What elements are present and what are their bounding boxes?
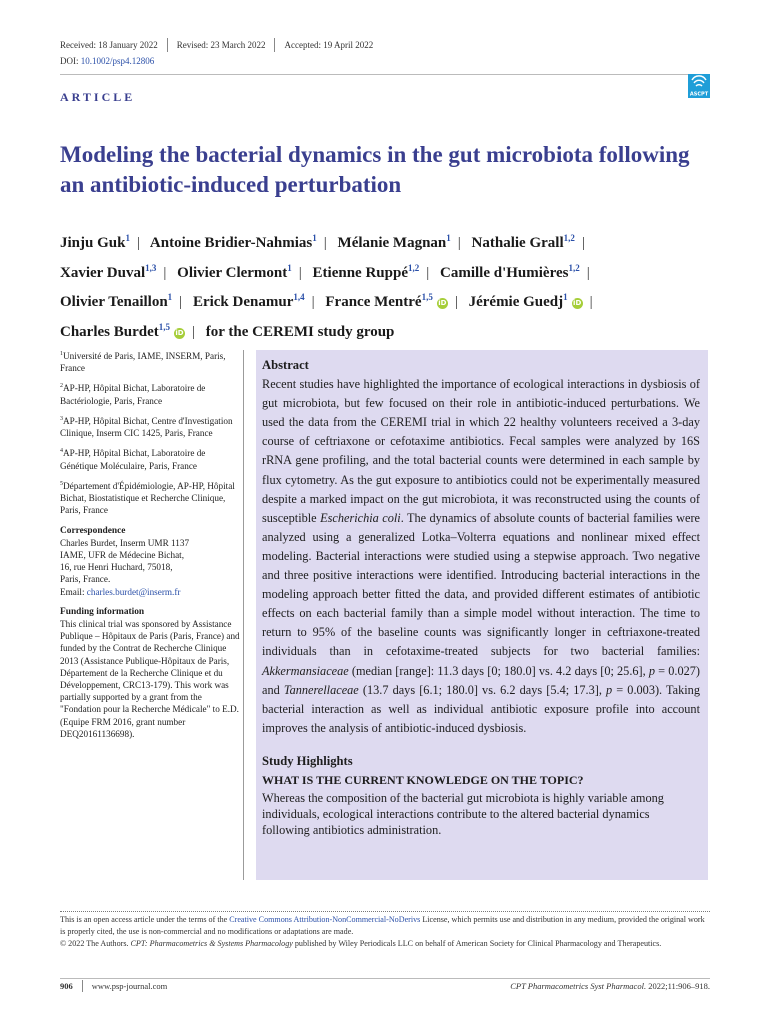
email-link[interactable]: charles.burdet@inserm.fr [86,586,181,597]
accepted-date: Accepted: 19 April 2022 [284,40,374,50]
author[interactable]: Camille d'Humières$^{1,2}$ [440,262,580,281]
author[interactable]: France Mentré$^{1,5}$iD [325,292,447,310]
page-number: 906 [60,981,73,991]
ascpt-logo-icon [688,74,710,98]
funding-heading: Funding information [60,606,145,617]
affiliation: $^2$AP-HP, Hôpital Bichat, Laboratoire de Bactériologie, Paris, France [60,383,206,406]
bottom-rule [60,978,710,979]
author[interactable]: Charles Burdet$^{1,5}$iD [60,321,184,340]
license-text: This is an open access article under the terms of the Creative Commons Attribution-NonCommercial-NoDerivs License, which permits use and distribution in any medium, provided the original work is properly cited, the use is non-commercial and no modifications or adaptations are made. © 2022 The Authors. CPT: Pharmacometrics & Systems Pharmacology published by Wiley Periodicals LLC on behalf of American Society for Clinical Pharmacology and Therapeutics. [60,915,705,948]
affiliation: $^3$AP-HP, Hôpital Bichat, Centre d'Investigation Clinique, Inserm CIC 1425, Paris, France [60,415,233,439]
author[interactable]: Mélanie Magnan$^1$ [337,233,451,251]
author[interactable]: Jinju Guk$^1$ [60,233,130,251]
footer-dotted-rule [60,911,710,912]
section-label: ARTICLE [60,90,136,104]
author[interactable]: Nathalie Grall$^{1,2}$ [471,233,575,251]
divider [274,38,275,52]
ascpt-logo [688,74,710,98]
affiliation: $^5$Département d'Épidémiologie, AP-HP, Hôpital Bichat, Biostatistique et Recherche Clinique, Paris, France [60,480,235,516]
doi-link[interactable]: 10.1002/psp4.12806 [80,56,155,66]
orcid-icon[interactable]: iD [573,299,582,307]
abstract-box [256,350,708,880]
funding-text: This clinical trial was sponsored by Assistance Publique – Hôpitaux de Paris (Paris, France) and funded by the Contrat de Recherche Clinique 2013 (Assistance Publique-Hôpitaux de Paris, Département de la Recherche Clinique et du Développement, CRC13-179). This work was partially supported by a grant from the "Fondation pour la Recherche Médicale" to E.D. (Equipe FRM 2016, grant number DEQ20161136698). [60,618,240,739]
author[interactable]: Olivier Tenaillon$^1$ [60,292,173,310]
article-dates [60,38,373,52]
author[interactable]: Jérémie Guedj$^1$iD [468,292,582,310]
study-answer: Whereas the composition of the bacterial gut microbiota is highly variable among individuals, ecological interactions contribute to the altered bacterial dynamics following antibiotics administration. [262,791,664,838]
study-group: for the CEREMI study group [205,323,395,340]
abstract-text: Recent studies have highlighted the importance of ecological interactions in dysbiosis of gut microbiota, but few focused on their role in antibiotic-induced perturbations. We used the data from the CEREMI trial in which 22 healthy volunteers received a 3-day course of ceftriaxone or cefotaxime antibiotics. Fecal samples were analyzed by 16S rRNA gene profiling, and the total bacterial counts were determined in each sample by flux cytometry. As the gut exposure to antibiotics could not be experimentally measured despite a marked impact on the gut microbiota, it was reconstructed using the counts of susceptible Escherichia coli. The dynamics of absolute counts of bacterial families were analyzed using a generalized Lotka–Volterra equations and nonlinear mixed effect modeling. Bacterial interactions were studied using a stepwise approach. Two negative and three positive interactions were identified. Introducing bacterial interactions in the modeling approach better fitted the data, and provided different estimates of antibiotic effects on each bacterial family than a simple model without interaction. The time to return to 95% of the baseline counts was significantly longer in ceftriaxone-treated individuals than in cefotaxime-treated subjects for two bacterial families: Akkermansiaceae (median [range]: 11.3 days [0; 180.0] vs. 4.2 days [0; 25.6], p = 0.027) and Tannerellaceae (13.7 days [6.1; 180.0] vs. 6.2 days [5.4; 17.3], p = 0.003). Taking bacterial interaction as well as individual antibiotic exposure profile into account improves the analysis of antibiotic-induced dysbiosis. [262,377,701,735]
author-list: Jinju Guk$^1$ | Antoine Bridier-Nahmias$^1$ | Mélanie Magnan$^1$ | Nathalie Grall$^{1,2}$ | Xavier Duval$^{1,3}$ | Olivier Clermont$^1$ | Etienne Ruppé$^{1,2}$ | Camille d'Humières$^{1,2}$ | Olivier Tenaillon$^1$ | Erick Denamur$^{1,4}$ | France Mentré$^{1,5}$iD | Jérémie Guedj$^1$iD | Charles Burdet$^{1,5}$iD | for the CEREMI study group [60,233,593,340]
journal-citation: CPT Pharmacometrics Syst Pharmacol. 2022;11:906–918. [510,981,710,991]
author[interactable]: Etienne Ruppé$^{1,2}$ [312,262,420,281]
author[interactable]: Xavier Duval$^{1,3}$ [60,262,157,281]
author[interactable]: Erick Denamur$^{1,4}$ [192,292,305,310]
study-question: WHAT IS THE CURRENT KNOWLEDGE ON THE TOPIC? [262,772,584,787]
journal-site[interactable]: www.psp-journal.com [91,981,168,991]
left-column [60,348,240,744]
top-rule [60,74,710,75]
article-title: Modeling the bacterial dynamics in the gut microbiota following an antibiotic-induced perturbation [60,142,690,197]
column-divider [243,350,244,880]
orcid-icon[interactable]: iD [175,328,184,337]
doi-line [60,56,154,66]
author[interactable]: Olivier Clermont$^1$ [177,262,292,281]
affiliation: $^1$Université de Paris, IAME, INSERM, Paris, France [60,351,226,374]
abstract-heading: Abstract [262,358,309,372]
correspondence-address: Charles Burdet, Inserm UMR 1137 IAME, UFR de Médecine Bichat, 16, rue Henri Huchard, 75018, Paris, France. Email: charles.burdet@inserm.fr [60,537,190,597]
divider [167,38,168,52]
license-link[interactable]: Creative Commons Attribution-NonCommercial-NoDerivs [229,915,421,924]
author[interactable]: Antoine Bridier-Nahmias$^1$ [149,233,317,251]
logo-text: ASCPT [689,91,709,98]
affiliation: $^4$AP-HP, Hôpital Bichat, Laboratoire de Génétique Moléculaire, Paris, France [60,448,206,471]
page-footer [60,980,710,992]
revised-date: Revised: 23 March 2022 [176,40,266,50]
study-highlights-heading: Study Highlights [262,753,353,768]
doi-label: DOI: [60,56,79,66]
orcid-icon[interactable]: iD [438,299,447,307]
divider [82,980,83,992]
correspondence-heading: Correspondence [60,525,126,536]
received-date: Received: 18 January 2022 [60,40,158,50]
